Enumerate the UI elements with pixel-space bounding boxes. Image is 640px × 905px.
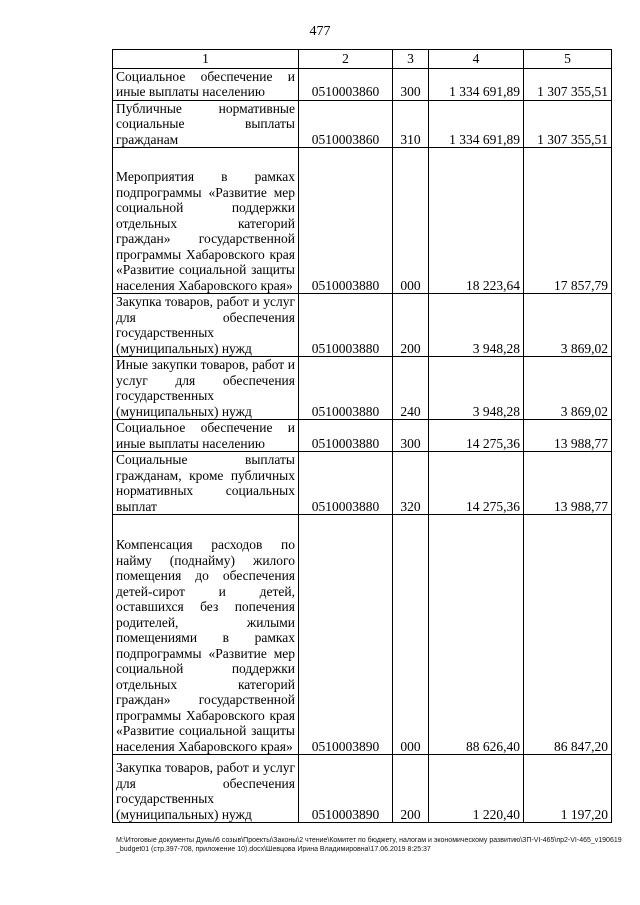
row-name: Публичные нормативные социальные выплаты гражданам: [113, 100, 299, 148]
row-amount-2: 86 847,20: [524, 515, 612, 755]
row-vr: 000: [393, 515, 429, 755]
row-amount-1: 3 948,28: [429, 357, 524, 420]
column-header-amount-1: 4: [429, 50, 524, 69]
row-vr: 300: [393, 68, 429, 100]
row-amount-2: 1 197,20: [524, 755, 612, 823]
column-header-code: 2: [299, 50, 393, 69]
row-vr: 320: [393, 452, 429, 515]
row-amount-2: 13 988,77: [524, 420, 612, 452]
column-header-amount-2: 5: [524, 50, 612, 69]
row-amount-1: 88 626,40: [429, 515, 524, 755]
row-amount-1: 1 334 691,89: [429, 100, 524, 148]
table-row: [113, 68, 612, 100]
row-amount-2: 1 307 355,51: [524, 100, 612, 148]
table-header-row: [113, 50, 612, 69]
row-name: Мероприятия в рамках подпрограммы «Развитие мер социальной поддержки отдельных категорий граждан» государственной программы Хабаровского края «Развитие социальной защиты населения Хабаровского края»: [113, 148, 299, 294]
row-name: Компенсация расходов по найму (поднайму) жилого помещения до обеспечения детей-сирот и детей, оставшихся без попечения родителей, жилыми помещениями в рамках подпрограммы «Развитие мер социальной поддержки отдельных категорий граждан» государственной программы Хабаровского края «Развитие социальной защиты населения Хабаровского края»: [113, 515, 299, 755]
row-code: 0510003890: [299, 755, 393, 823]
row-vr: 300: [393, 420, 429, 452]
row-amount-2: 3 869,02: [524, 357, 612, 420]
row-vr: 240: [393, 357, 429, 420]
budget-table: [112, 49, 612, 823]
row-amount-1: 3 948,28: [429, 294, 524, 357]
row-name: Иные закупки товаров, работ и услуг для обеспечения государственных (муниципальных) нужд: [113, 357, 299, 420]
table-row: [113, 515, 612, 755]
table-row: [113, 357, 612, 420]
row-amount-2: 13 988,77: [524, 452, 612, 515]
row-amount-1: 14 275,36: [429, 452, 524, 515]
row-code: 0510003880: [299, 452, 393, 515]
row-code: 0510003880: [299, 420, 393, 452]
row-amount-2: 17 857,79: [524, 148, 612, 294]
row-code: 0510003860: [299, 100, 393, 148]
table-row: [113, 100, 612, 148]
row-name: Закупка товаров, работ и услуг для обеспечения государственных (муниципальных) нужд: [113, 294, 299, 357]
row-code: 0510003890: [299, 515, 393, 755]
table-row: [113, 452, 612, 515]
row-amount-1: 1 220,40: [429, 755, 524, 823]
row-vr: 000: [393, 148, 429, 294]
row-vr: 200: [393, 755, 429, 823]
row-code: 0510003880: [299, 357, 393, 420]
column-header-name: 1: [113, 50, 299, 69]
row-name: Закупка товаров, работ и услуг для обеспечения государственных (муниципальных) нужд: [113, 755, 299, 823]
row-name: Социальное обеспечение и иные выплаты населению: [113, 420, 299, 452]
row-code: 0510003880: [299, 148, 393, 294]
row-amount-1: 14 275,36: [429, 420, 524, 452]
row-amount-1: 18 223,64: [429, 148, 524, 294]
row-name: Социальное обеспечение и иные выплаты населению: [113, 68, 299, 100]
table-row: [113, 148, 612, 294]
row-vr: 310: [393, 100, 429, 148]
table-row: [113, 294, 612, 357]
table-row: [113, 755, 612, 823]
row-name: Социальные выплаты гражданам, кроме публичных нормативных социальных выплат: [113, 452, 299, 515]
row-amount-1: 1 334 691,89: [429, 68, 524, 100]
table-row: [113, 420, 612, 452]
column-header-vr: 3: [393, 50, 429, 69]
page-number: 477: [309, 24, 331, 39]
document-path-footer: M:\Итоговые документы Думы\6 созыв\Проекты\Законы\2 чтение\Комитет по бюджету, налогам и экономическому развитию\ЗП-VI-465\пр2-VI-465_v190619_budget01 (стр.397-708, приложение 10).docx\Шевцова Ирина Владимировна\17.06.2019 8:25:37: [116, 837, 622, 853]
row-amount-2: 1 307 355,51: [524, 68, 612, 100]
row-code: 0510003880: [299, 294, 393, 357]
row-vr: 200: [393, 294, 429, 357]
row-code: 0510003860: [299, 68, 393, 100]
row-amount-2: 3 869,02: [524, 294, 612, 357]
